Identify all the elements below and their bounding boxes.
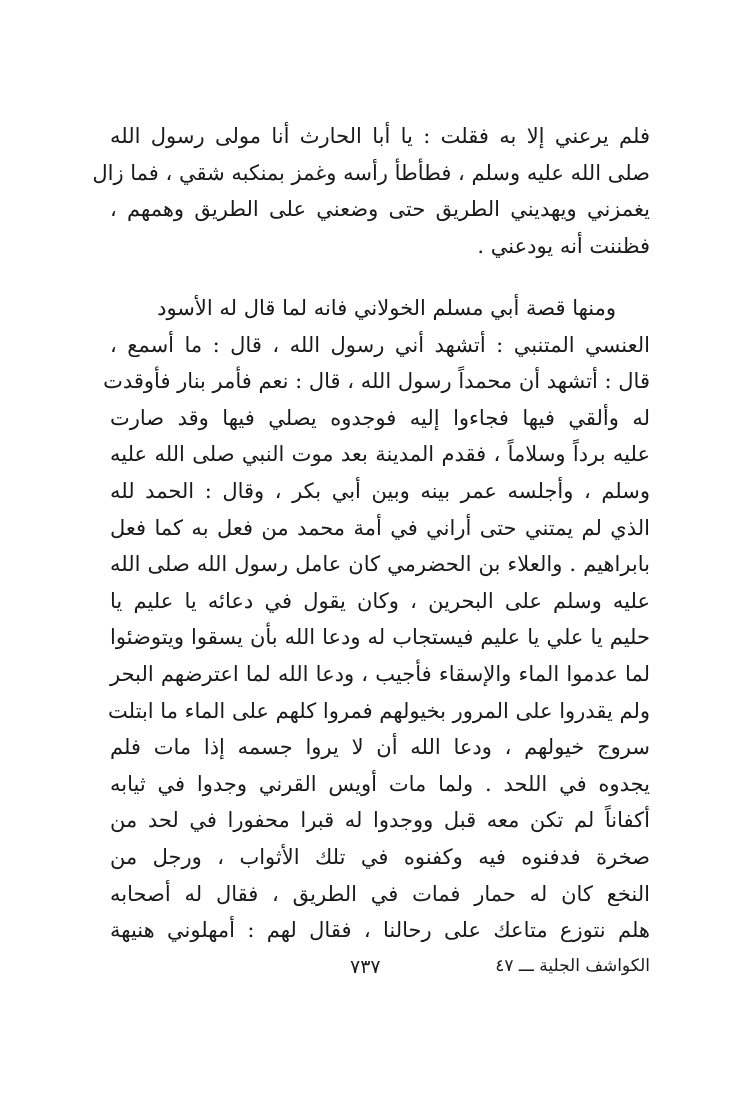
paragraph-2 — [103, 290, 650, 949]
text-line: النخع كان له حمار فمات في الطريق ، فقال له أصحابه — [110, 881, 650, 906]
text-line: ومنها قصة أبي مسلم الخولاني فانه لما قال له الأسود — [157, 296, 616, 320]
text-line: عليه برداً وسلاماً ، فقدم المدينة بعد موت النبي صلى الله عليه — [110, 442, 650, 467]
text-line: له وألقي فيها فجاءوا إليه فوجدوه يصلي فيها وقد صارت — [110, 405, 650, 430]
text-line: وسلم ، وأجلسه عمر بينه وبين أبي بكر ، وقال : الحمد لله — [110, 478, 650, 503]
text-line: العنسي المتنبي : أتشهد أني رسول الله ، قال : ما أسمع ، — [110, 332, 650, 357]
text-line: قال : أتشهد أن محمداً رسول الله ، قال : نعم فأمر بنار فأوقدت — [103, 369, 650, 394]
book-title-signature: الكواشف الجلية ـــ ٤٧ — [495, 956, 650, 976]
text-line: هلم نتوزع متاعك على رحالنا ، فقال لهم : أمهلوني هنيهة — [110, 918, 650, 943]
text-line: يجدوه في اللحد . ولما مات أويس القرني وجدوا في ثيابه — [110, 771, 650, 796]
text-line: لما عدموا الماء والإسقاء فأجيب ، ودعا الله لما اعترضهم البحر — [110, 661, 650, 686]
text-line: بابراهيم . والعلاء بن الحضرمي كان عامل رسول الله صلى الله — [110, 552, 650, 577]
text-line: سروج خيولهم ، ودعا الله أن لا يروا جسمه إذا مات فلم — [110, 735, 650, 760]
text-line: فظننت أنه يودعني . — [477, 233, 650, 258]
text-line: فلم يرعني إلا به فقلت : يا أبا الحارث أنا مولى رسول الله — [110, 124, 650, 148]
text-line: ولم يقدروا على المرور بخيولهم فمروا كلهم على الماء ما ابتلت — [108, 698, 650, 723]
text-line: حليم يا علي يا عليم فيستجاب له ودعا الله بأن يسقوا ويتوضئوا — [110, 625, 650, 650]
page-number: ٧٣٧ — [350, 956, 381, 978]
page-footer — [110, 956, 650, 986]
text-line: صلى الله عليه وسلم ، فطأطأ رأسه وغمز بمنكبه شقي ، فما زال — [92, 160, 650, 185]
text-line: الذي لم يمتني حتى أراني في أمة محمد من فعل به كما فعل — [110, 515, 650, 540]
text-line: يغمزني ويهديني الطريق حتى وضعني على الطريق وهمهم ، — [110, 197, 650, 222]
text-line: صخرة فدفنوه فيه وكفنوه في تلك الأثواب ، ورجل من — [110, 844, 650, 869]
text-line: أكفاناً لم تكن معه قبل ووجدوا له قبرا محفورا في لحد من — [110, 808, 650, 833]
text-line: عليه وسلم على البحرين ، وكان يقول في دعائه يا عليم يا — [110, 588, 650, 613]
paragraph-1 — [92, 118, 650, 264]
